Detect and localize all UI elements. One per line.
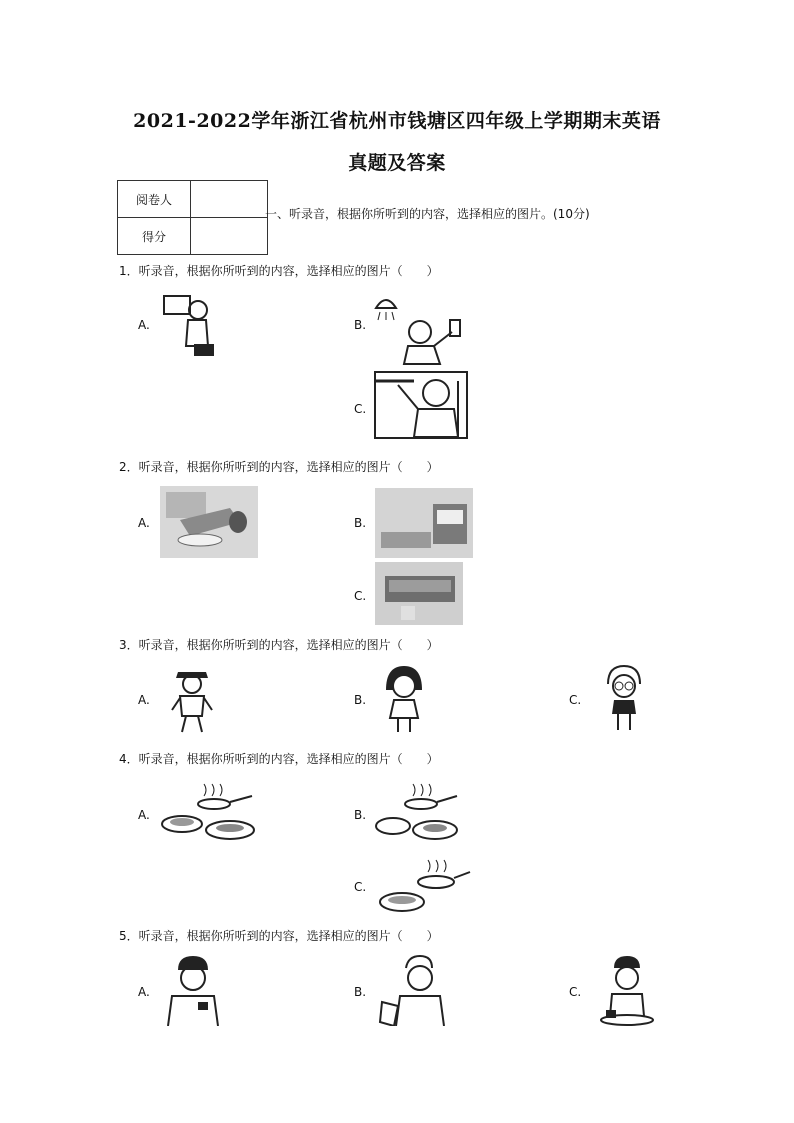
q1-option-a-label: A. [138,318,150,332]
q4-option-b-image[interactable] [375,780,461,844]
q5-option-c-label: C. [569,985,582,999]
q1-option-b-label: B. [354,318,367,332]
section-heading: 一、听录音，根据你所听到的内容，选择相应的图片。(10分) [265,207,590,221]
q2-option-b-label: B. [354,516,367,530]
score-label: 得分 [118,218,191,255]
q4-option-c-label: C. [354,880,367,894]
q2-option-c-label: C. [354,589,367,603]
q3-option-a-image[interactable] [168,662,216,734]
question-5-text: 5．听录音，根据你所听到的内容，选择相应的图片（ ） [119,929,439,943]
q2-option-b-image[interactable] [375,488,473,558]
q2-option-a-image[interactable] [160,486,258,558]
q3-option-c-image[interactable] [602,662,646,734]
q1-option-c-label: C. [354,402,367,416]
q5-option-b-label: B. [354,985,367,999]
document-title-line1: 2021-2022学年浙江省杭州市钱塘区四年级上学期期末英语 [133,110,661,132]
q1-option-b-image[interactable] [372,290,467,365]
question-4-text: 4．听录音，根据你所听到的内容，选择相应的图片（ ） [119,752,439,766]
document-title-line2: 真题及答案 [348,152,446,174]
score-cell [191,218,268,255]
q3-option-b-image[interactable] [378,662,430,734]
q3-option-a-label: A. [138,693,150,707]
reviewer-label: 阅卷人 [118,181,191,218]
q4-option-a-image[interactable] [160,780,260,844]
q3-option-c-label: C. [569,693,582,707]
score-table [117,180,268,255]
reviewer-cell [191,181,268,218]
q5-option-b-image[interactable] [378,954,456,1026]
q4-option-c-image[interactable] [376,856,474,916]
q1-option-a-image[interactable] [160,290,225,362]
question-2-text: 2．听录音，根据你所听到的内容，选择相应的图片（ ） [119,460,439,474]
q3-option-b-label: B. [354,693,367,707]
q4-option-a-label: A. [138,808,150,822]
q2-option-c-image[interactable] [375,562,463,625]
question-1-text: 1．听录音，根据你所听到的内容，选择相应的图片（ ） [119,264,439,278]
q5-option-a-image[interactable] [162,954,224,1026]
q4-option-b-label: B. [354,808,367,822]
q5-option-a-label: A. [138,985,150,999]
question-3-text: 3．听录音，根据你所听到的内容，选择相应的图片（ ） [119,638,439,652]
q1-option-c-image[interactable] [374,371,468,439]
q5-option-c-image[interactable] [598,954,656,1026]
q2-option-a-label: A. [138,516,150,530]
